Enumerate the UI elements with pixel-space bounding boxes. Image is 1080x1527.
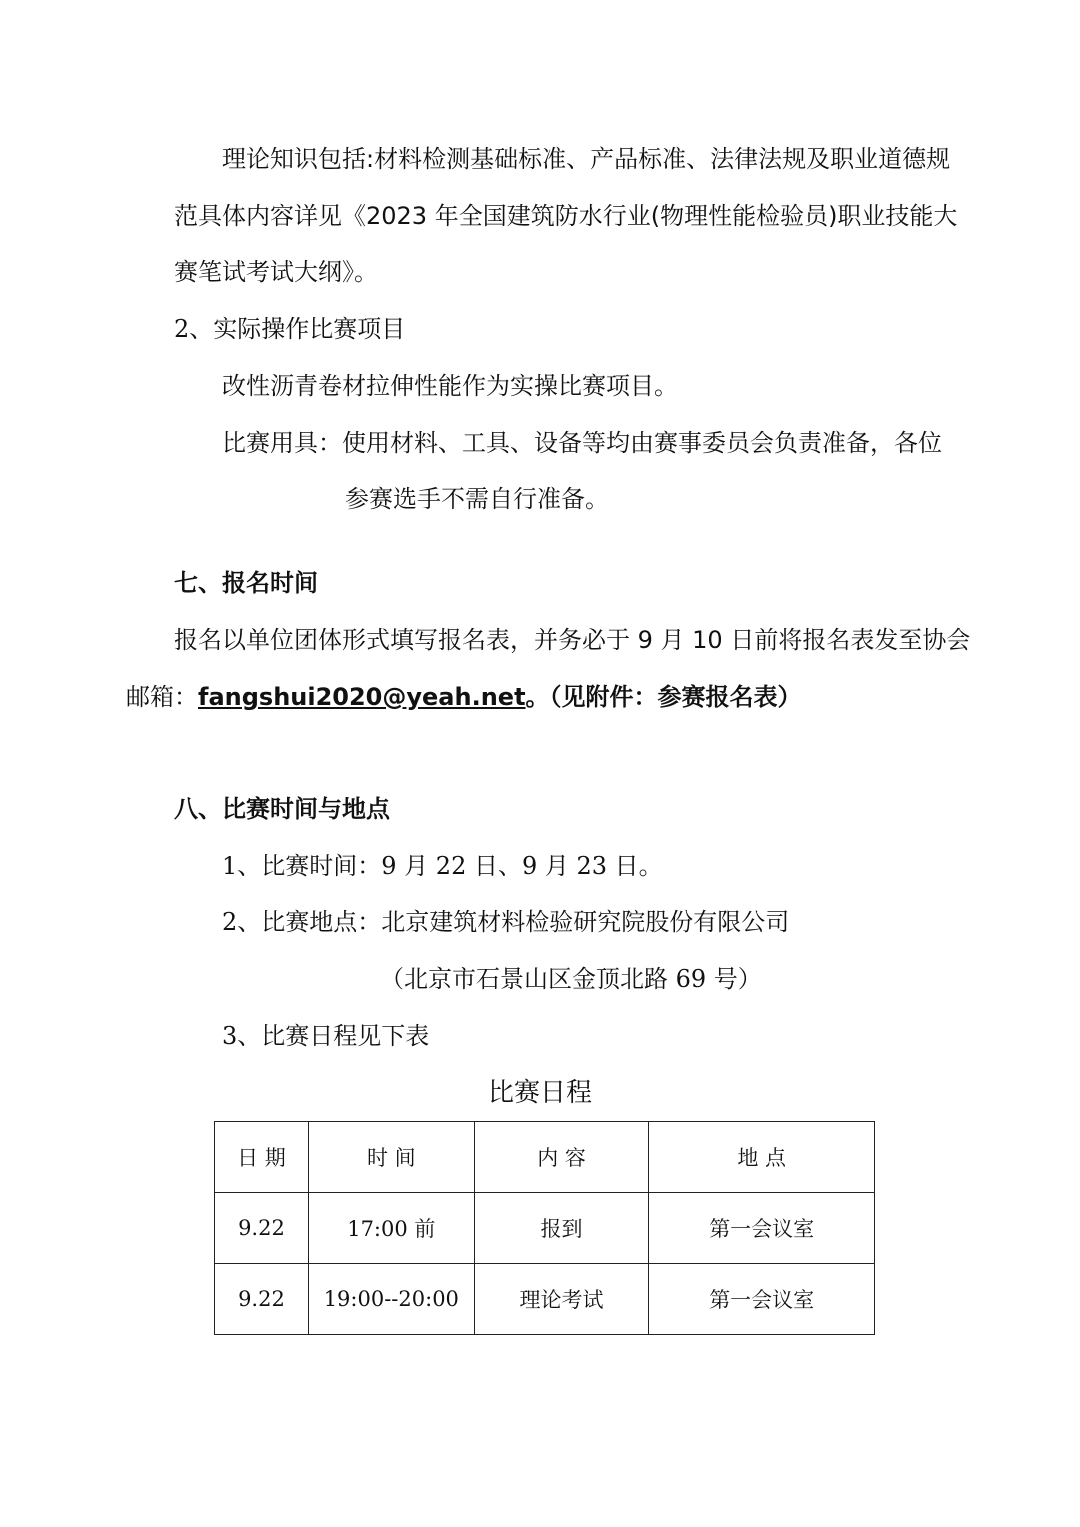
venue-time: 1、比赛时间：9 月 22 日、9 月 23 日。 — [222, 852, 663, 880]
header-date: 日 期 — [215, 1122, 309, 1193]
header-location: 地 点 — [649, 1122, 875, 1193]
cell-location: 第一会议室 — [649, 1264, 875, 1335]
cell-time: 17:00 前 — [308, 1193, 474, 1264]
practical-tools-line-2: 参赛选手不需自行准备。 — [345, 485, 609, 513]
cell-content: 报到 — [474, 1193, 649, 1264]
registration-heading: 七、报名时间 — [174, 568, 318, 597]
schedule-title: 比赛日程 — [487, 1078, 592, 1108]
practical-tools-line-1: 比赛用具：使用材料、工具、设备等均由赛事委员会负责准备，各位 — [222, 429, 942, 457]
registration-line-1: 报名以单位团体形式填写报名表，并务必于 9 月 10 日前将报名表发至协会 — [174, 626, 971, 654]
schedule-table — [214, 1121, 875, 1335]
cell-date: 9.22 — [215, 1193, 309, 1264]
practical-item: 改性沥青卷材拉伸性能作为实操比赛项目。 — [222, 372, 678, 400]
venue-schedule-note: 3、比赛日程见下表 — [222, 1022, 430, 1050]
header-content: 内 容 — [474, 1122, 649, 1193]
theory-line-2: 范具体内容详见《2023 年全国建筑防水行业(物理性能检验员)职业技能大 — [174, 202, 958, 230]
header-time: 时 间 — [308, 1122, 474, 1193]
theory-line-1: 理论知识包括:材料检测基础标准、产品标准、法律法规及职业道德规 — [222, 145, 951, 173]
venue-place: 2、比赛地点：北京建筑材料检验研究院股份有限公司 — [222, 908, 790, 936]
cell-time: 19:00--20:00 — [308, 1264, 474, 1335]
cell-date: 9.22 — [215, 1264, 309, 1335]
cell-location: 第一会议室 — [649, 1193, 875, 1264]
mail-label: 邮箱： — [126, 683, 198, 711]
table-row — [215, 1264, 875, 1335]
email-link[interactable]: fangshui2020@yeah.net — [198, 683, 526, 711]
registration-mail-line — [126, 681, 802, 713]
cell-content: 理论考试 — [474, 1264, 649, 1335]
venue-heading: 八、比赛时间与地点 — [174, 794, 390, 823]
theory-line-3: 赛笔试考试大纲》。 — [174, 258, 378, 286]
table-header-row — [215, 1122, 875, 1193]
attachment-note: 。（见附件：参赛报名表） — [525, 682, 802, 711]
table-row — [215, 1193, 875, 1264]
venue-address: （北京市石景山区金顶北路 69 号） — [380, 965, 762, 993]
practical-heading: 2、实际操作比赛项目 — [174, 315, 406, 343]
